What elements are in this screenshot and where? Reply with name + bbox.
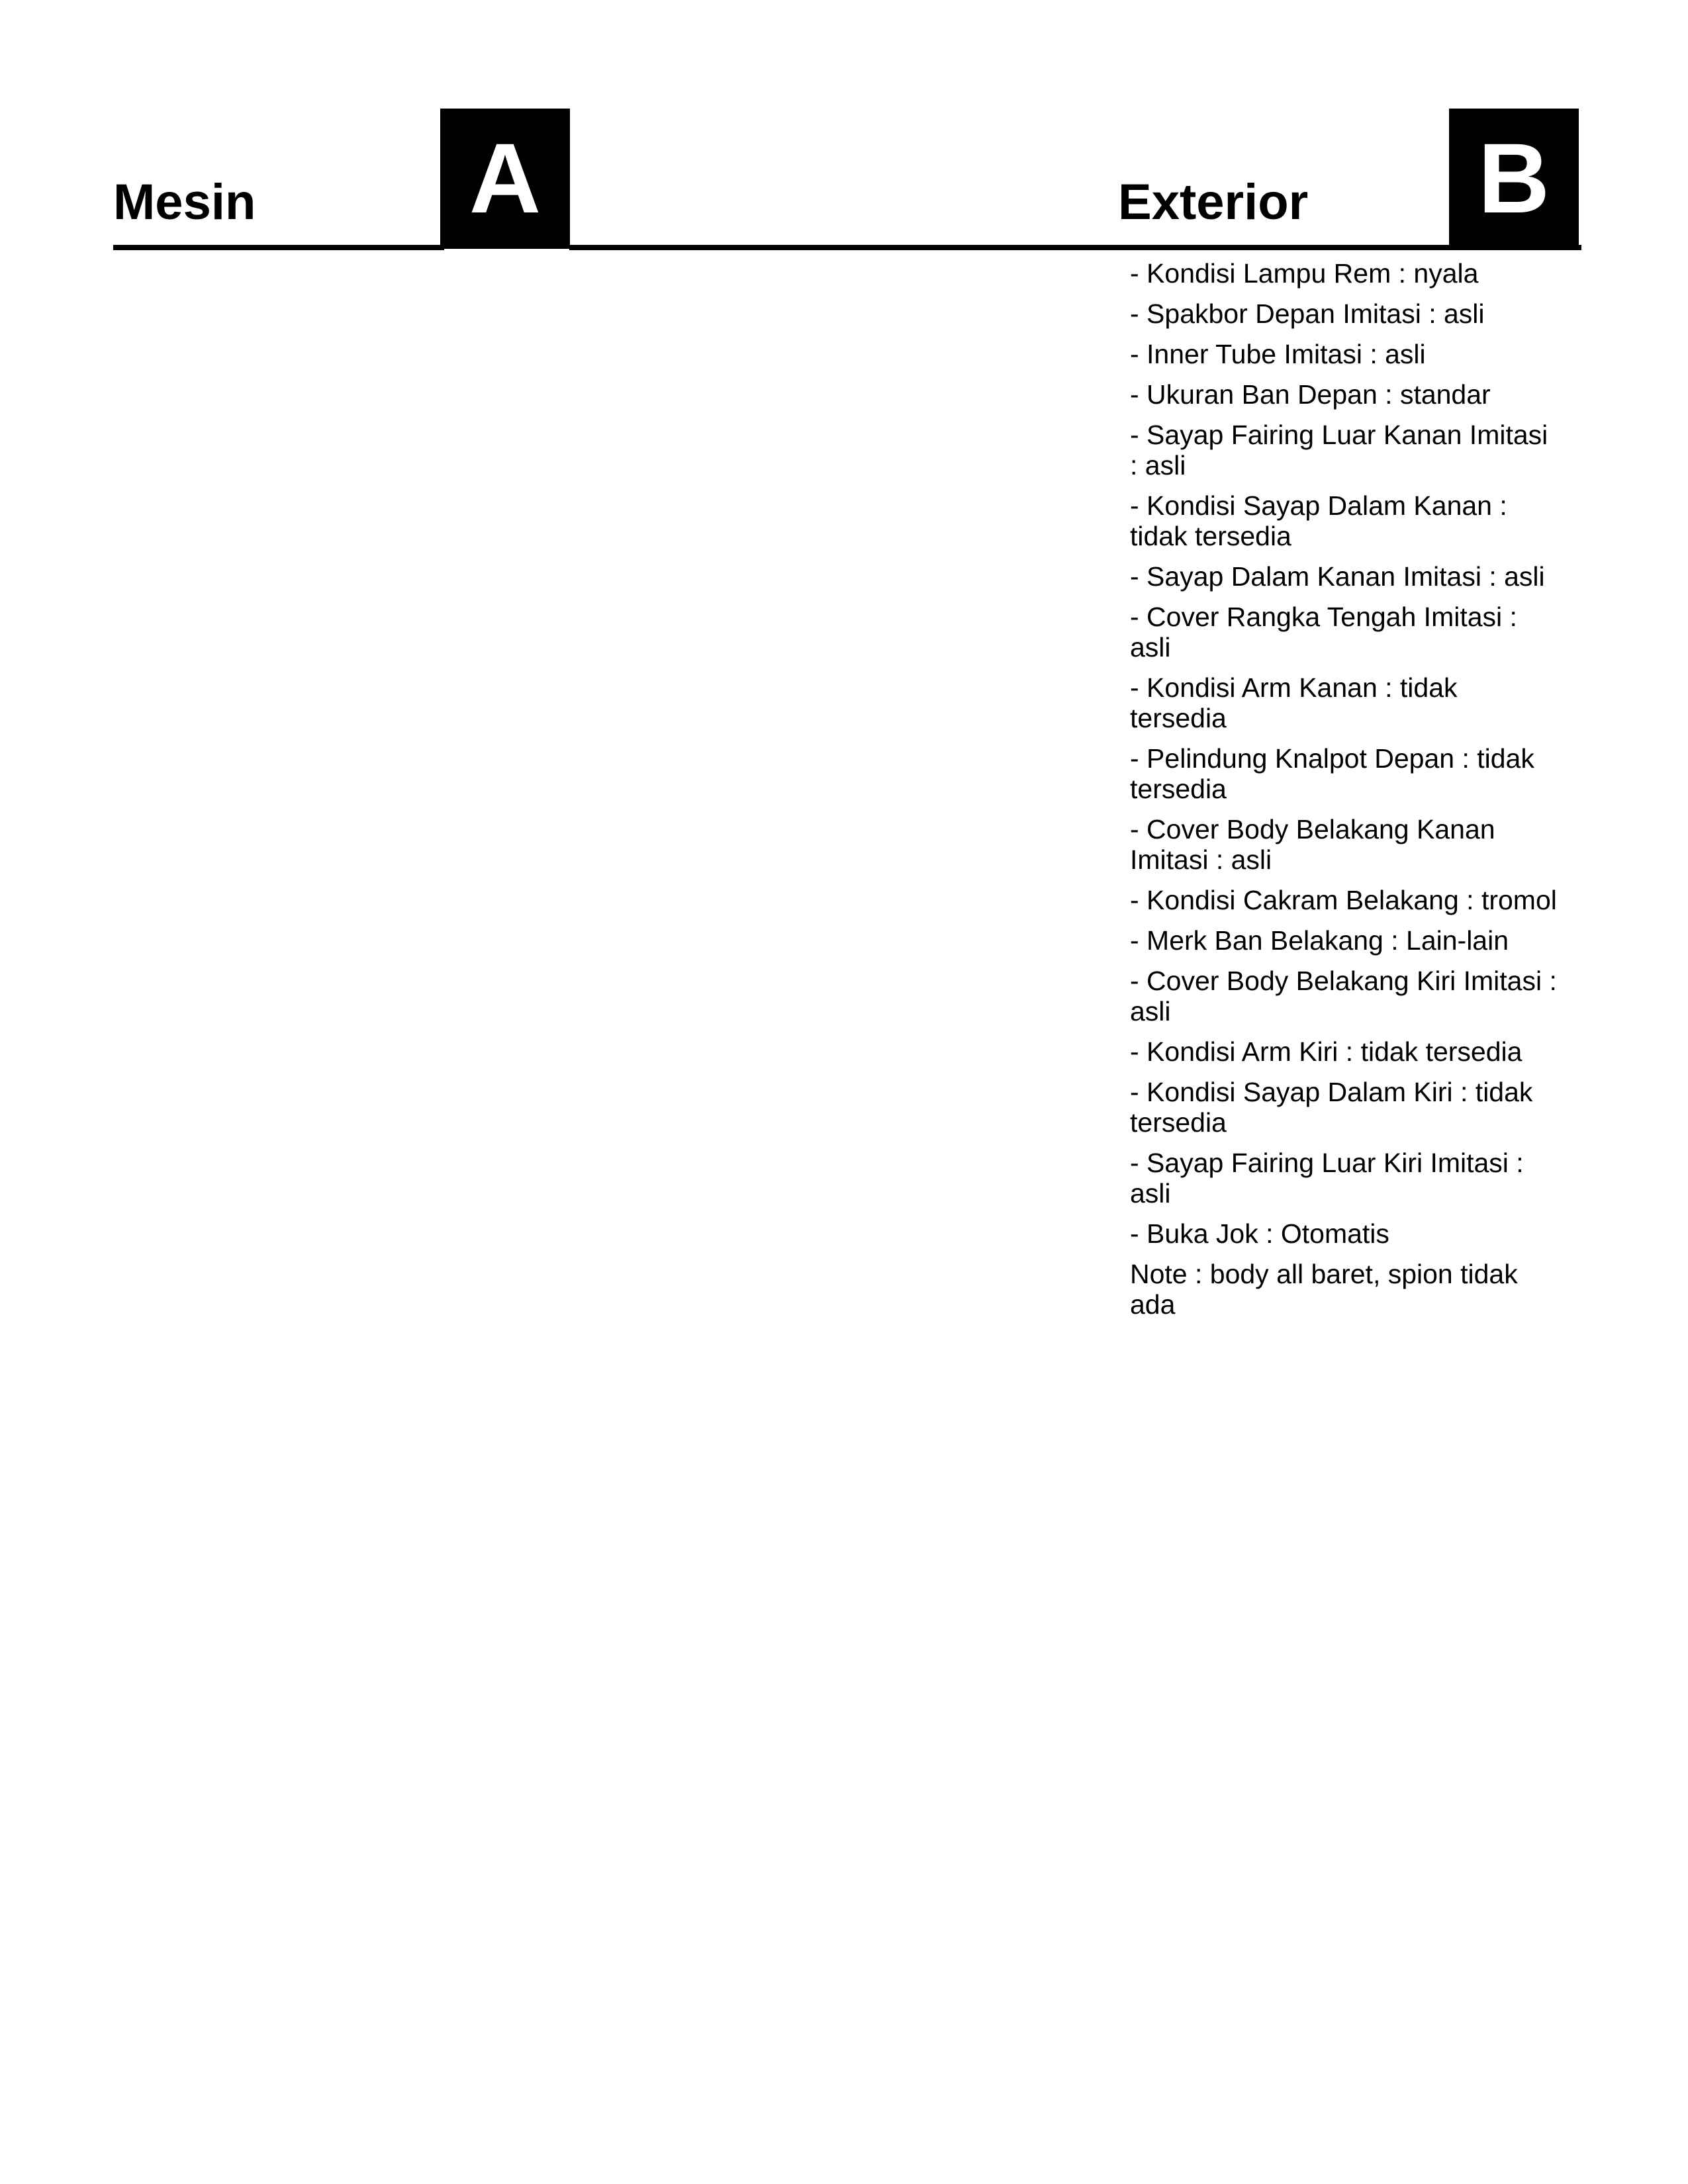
exterior-detail-item: - Merk Ban Belakang : Lain-lain (1130, 925, 1509, 956)
exterior-detail-item: - Sayap Fairing Luar Kiri Imitasi : asli (1130, 1148, 1524, 1208)
exterior-detail-item: - Kondisi Sayap Dalam Kiri : tidak tersedia (1130, 1077, 1533, 1138)
exterior-detail-item: - Kondisi Cakram Belakang : tromol (1130, 885, 1557, 915)
exterior-detail-item: - Ukuran Ban Depan : standar (1130, 379, 1491, 410)
exterior-detail-item: - Pelindung Knalpot Depan : tidak tersedia (1130, 743, 1534, 804)
section-rule-mesin-tail (569, 245, 1119, 250)
section-title-exterior: Exterior (1118, 174, 1309, 230)
exterior-detail-item: - Cover Body Belakang Kanan Imitasi : asli (1130, 814, 1495, 875)
section-letter-b: B (1449, 109, 1579, 249)
exterior-detail-item: - Cover Rangka Tengah Imitasi : asli (1130, 602, 1517, 662)
exterior-detail-item: - Kondisi Lampu Rem : nyala (1130, 258, 1479, 289)
section-rule-mesin (113, 245, 444, 250)
exterior-detail-item: - Cover Body Belakang Kiri Imitasi : asli (1130, 966, 1557, 1026)
exterior-detail-list (1130, 258, 1560, 1330)
exterior-detail-item: - Sayap Fairing Luar Kanan Imitasi : asli (1130, 420, 1548, 480)
exterior-detail-item: - Spakbor Depan Imitasi : asli (1130, 298, 1485, 329)
exterior-detail-item: Note : body all baret, spion tidak ada (1130, 1259, 1518, 1320)
exterior-detail-item: - Kondisi Arm Kanan : tidak tersedia (1130, 672, 1458, 733)
exterior-detail-item: - Kondisi Arm Kiri : tidak tersedia (1130, 1036, 1523, 1067)
section-title-mesin: Mesin (113, 174, 256, 230)
exterior-detail-item: - Kondisi Sayap Dalam Kanan : tidak tersedia (1130, 490, 1507, 551)
exterior-detail-item: - Buka Jok : Otomatis (1130, 1218, 1389, 1249)
exterior-detail-item: - Inner Tube Imitasi : asli (1130, 339, 1426, 369)
section-letter-a: A (440, 109, 570, 249)
exterior-detail-item: - Sayap Dalam Kanan Imitasi : asli (1130, 561, 1545, 592)
